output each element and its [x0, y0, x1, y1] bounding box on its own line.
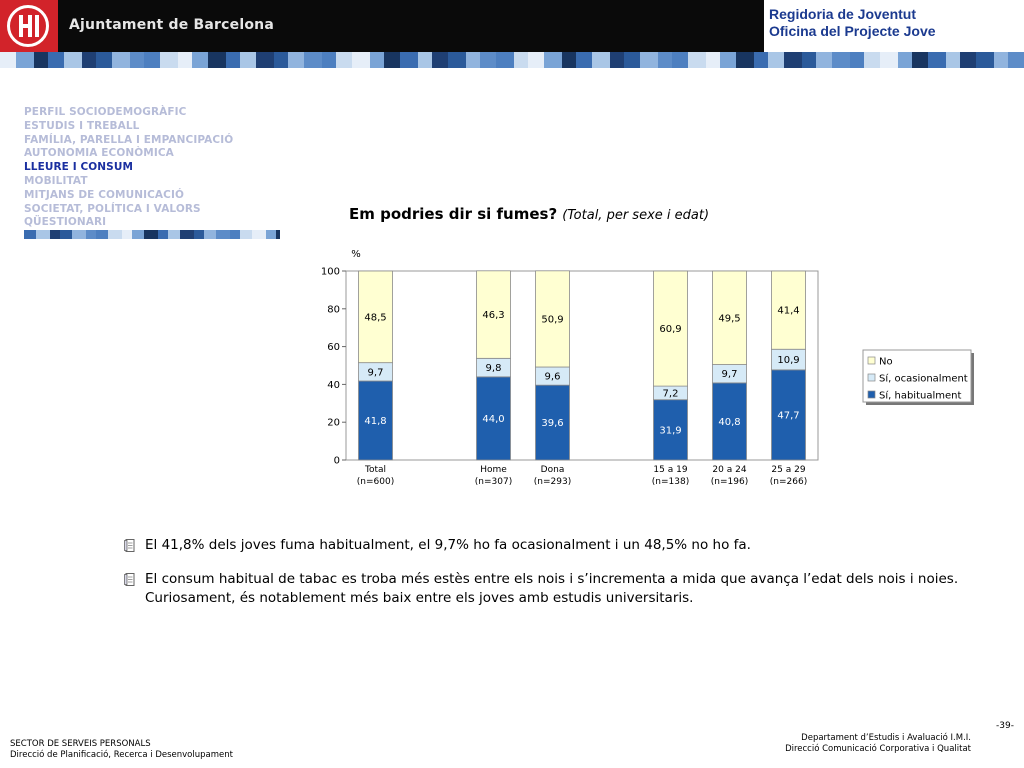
stripe-segment — [658, 52, 672, 68]
header-title-line1: Regidoria de Joventut — [769, 6, 917, 22]
stripe-segment — [688, 52, 706, 68]
bullet-item — [124, 536, 974, 555]
legend-label: Sí, habitualment — [879, 390, 962, 402]
stripe-segment — [928, 52, 946, 68]
stripe-segment — [610, 52, 624, 68]
stripe-segment — [960, 52, 976, 68]
stripe-segment — [898, 52, 912, 68]
stripe-segment — [528, 52, 544, 68]
nav-item[interactable]: LLEURE I CONSUM — [24, 161, 134, 174]
stripe-segment — [768, 52, 784, 68]
data-label: 9,7 — [367, 367, 384, 379]
stripe-segment — [216, 230, 230, 239]
stripe-segment — [1008, 52, 1024, 68]
brand-name: Ajuntament de Barcelona — [69, 17, 274, 33]
stripe-segment — [132, 230, 144, 239]
smoking-stacked-bar-chart — [310, 244, 990, 494]
stripe-segment — [226, 52, 240, 68]
nav-item[interactable]: AUTONOMIA ECONÒMICA — [24, 147, 174, 160]
legend-label: No — [879, 356, 893, 368]
stripe-segment — [158, 230, 168, 239]
stripe-segment — [370, 52, 384, 68]
stripe-segment — [208, 52, 226, 68]
stripe-segment — [274, 52, 288, 68]
bullet-note-icon — [124, 573, 135, 586]
x-tick-label: 15 a 19 — [653, 465, 688, 475]
x-tick-sample-size: (n=138) — [651, 477, 690, 487]
legend-swatch — [868, 391, 875, 398]
stripe-segment — [266, 230, 276, 239]
footer-dept-studies: Departament d’Estudis i Avaluació I.M.I. — [801, 733, 971, 743]
nav-item[interactable]: MOBILITAT — [24, 174, 88, 187]
x-tick-sample-size: (n=196) — [710, 477, 749, 487]
stripe-segment — [706, 52, 720, 68]
stripe-segment — [112, 52, 130, 68]
legend-swatch — [868, 374, 875, 381]
data-label: 44,0 — [482, 413, 505, 425]
data-label: 49,5 — [718, 313, 741, 325]
y-tick-label: 100 — [320, 266, 340, 278]
stripe-segment — [514, 52, 528, 68]
x-tick-sample-size: (n=600) — [356, 477, 395, 487]
data-label: 9,6 — [544, 371, 561, 383]
header-title-line2: Oficina del Projecte Jove — [769, 23, 936, 39]
stripe-segment — [230, 230, 240, 239]
y-axis-label: % — [351, 249, 361, 260]
y-tick-label: 0 — [333, 455, 340, 467]
stripe-segment — [480, 52, 496, 68]
stripe-segment — [624, 52, 640, 68]
stripe-segment — [276, 230, 280, 239]
x-tick-sample-size: (n=293) — [533, 477, 572, 487]
footer-direction: Direcció Comunicació Corporativa i Qualitat — [785, 744, 971, 754]
y-tick-label: 60 — [327, 342, 340, 354]
data-label: 50,9 — [541, 314, 564, 326]
data-label: 31,9 — [659, 425, 682, 437]
stripe-segment — [496, 52, 514, 68]
stripe-segment — [832, 52, 850, 68]
legend-label: Sí, ocasionalment — [879, 373, 968, 385]
stripe-segment — [816, 52, 832, 68]
x-tick-label: Dona — [540, 465, 565, 475]
bullet-text: El consum habitual de tabac es troba més estès entre els nois i s’incrementa a mida que avança l’edat dels nois i noies. Curiosament, és notablement més baix entre els joves amb estudis universitaris. — [145, 571, 959, 606]
footer-right — [785, 733, 971, 755]
chart-title-subtitle: (Total, per sexe i edat) — [562, 208, 710, 223]
stripe-segment — [850, 52, 864, 68]
stripe-segment — [448, 52, 466, 68]
stripe-segment — [204, 230, 216, 239]
stripe-segment — [24, 230, 36, 239]
stripe-segment — [180, 230, 194, 239]
stripe-segment — [82, 52, 96, 68]
nav-item[interactable]: QÜESTIONARI — [24, 216, 107, 229]
stripe-segment — [240, 230, 252, 239]
nav-item[interactable]: FAMÍLIA, PARELLA I EMPANCIPACIÓ — [24, 133, 234, 146]
logo-stroke — [35, 15, 39, 37]
stripe-segment — [864, 52, 880, 68]
stripe-segment — [16, 52, 34, 68]
stripe-segment — [252, 230, 266, 239]
stripe-segment — [304, 52, 322, 68]
stripe-segment — [130, 52, 144, 68]
stripe-segment — [72, 230, 86, 239]
stripe-segment — [576, 52, 592, 68]
page-number: -39- — [996, 721, 1014, 731]
barcelona-logo-icon — [0, 0, 58, 52]
bullet-list — [124, 536, 974, 623]
stripe-segment — [322, 52, 336, 68]
bullet-note-icon — [124, 539, 135, 552]
x-tick-label: Home — [480, 465, 507, 475]
data-label: 41,4 — [777, 305, 800, 317]
data-label: 7,2 — [662, 388, 679, 400]
stripe-segment — [336, 52, 352, 68]
stripe-segment — [86, 230, 96, 239]
stripe-segment — [562, 52, 576, 68]
bullet-text: El 41,8% dels joves fuma habitualment, el 9,7% ho fa ocasionalment i un 48,5% no ho fa. — [145, 537, 751, 553]
stripe-segment — [736, 52, 754, 68]
stripe-segment — [640, 52, 658, 68]
stripe-segment — [36, 230, 50, 239]
y-tick-label: 20 — [327, 417, 340, 429]
stripe-segment — [50, 230, 60, 239]
stripe-segment — [122, 230, 132, 239]
stripe-segment — [400, 52, 418, 68]
stripe-segment — [994, 52, 1008, 68]
y-tick-label: 80 — [327, 304, 340, 316]
stripe-segment — [720, 52, 736, 68]
legend-swatch — [868, 357, 875, 364]
nav-item[interactable]: PERFIL SOCIODEMOGRÀFIC — [24, 106, 187, 118]
chart-title-main: Em podries dir si fumes? — [349, 205, 558, 223]
stripe-segment — [432, 52, 448, 68]
data-label: 41,8 — [364, 415, 387, 427]
stripe-segment — [96, 52, 112, 68]
x-tick-sample-size: (n=266) — [769, 477, 808, 487]
nav-item[interactable]: ESTUDIS I TREBALL — [24, 119, 140, 132]
chart-title — [349, 204, 709, 223]
data-label: 39,6 — [541, 418, 564, 430]
footer-sector: SECTOR DE SERVEIS PERSONALS — [10, 739, 151, 749]
side-navigation — [24, 106, 233, 230]
stripe-segment — [194, 230, 204, 239]
stripe-segment — [384, 52, 400, 68]
data-label: 9,7 — [721, 369, 738, 381]
stripe-segment — [64, 52, 82, 68]
stripe-segment — [144, 52, 160, 68]
data-label: 46,3 — [482, 310, 505, 322]
data-label: 48,5 — [364, 312, 387, 324]
stripe-segment — [108, 230, 122, 239]
footer-left — [10, 739, 233, 761]
footer-department: Direcció de Planificació, Recerca i Desenvolupament — [10, 750, 233, 760]
stripe-segment — [976, 52, 994, 68]
stripe-segment — [240, 52, 256, 68]
y-tick-label: 40 — [327, 379, 340, 391]
stripe-segment — [178, 52, 192, 68]
stripe-segment — [754, 52, 768, 68]
stripe-segment — [60, 230, 72, 239]
stripe-segment — [672, 52, 688, 68]
x-tick-label: Total — [364, 465, 387, 475]
stripe-segment — [160, 52, 178, 68]
stripe-segment — [48, 52, 64, 68]
plot-area — [346, 271, 818, 460]
data-label: 47,7 — [777, 410, 800, 422]
stripe-segment — [466, 52, 480, 68]
stripe-segment — [0, 52, 16, 68]
stripe-segment — [168, 230, 180, 239]
x-tick-sample-size: (n=307) — [474, 477, 513, 487]
stripe-segment — [544, 52, 562, 68]
data-label: 10,9 — [777, 355, 800, 367]
data-label: 60,9 — [659, 324, 682, 336]
data-label: 9,8 — [485, 363, 502, 375]
nav-item[interactable]: SOCIETAT, POLÍTICA I VALORS — [24, 202, 201, 215]
stripe-segment — [592, 52, 610, 68]
logo-stroke — [19, 24, 32, 28]
stripe-segment — [418, 52, 432, 68]
stripe-segment — [802, 52, 816, 68]
stripe-segment — [34, 52, 48, 68]
nav-item[interactable]: MITJANS DE COMUNICACIÓ — [24, 188, 184, 201]
stripe-segment — [352, 52, 370, 68]
bullet-item — [124, 570, 974, 608]
stripe-segment — [784, 52, 802, 68]
x-tick-label: 25 a 29 — [771, 465, 806, 475]
stripe-segment — [144, 230, 158, 239]
stripe-segment — [192, 52, 208, 68]
stripe-segment — [288, 52, 304, 68]
stripe-segment — [946, 52, 960, 68]
stripe-segment — [256, 52, 274, 68]
data-label: 40,8 — [718, 416, 741, 428]
stripe-segment — [880, 52, 898, 68]
stripe-segment — [912, 52, 928, 68]
stripe-segment — [96, 230, 108, 239]
x-tick-label: 20 a 24 — [712, 465, 747, 475]
